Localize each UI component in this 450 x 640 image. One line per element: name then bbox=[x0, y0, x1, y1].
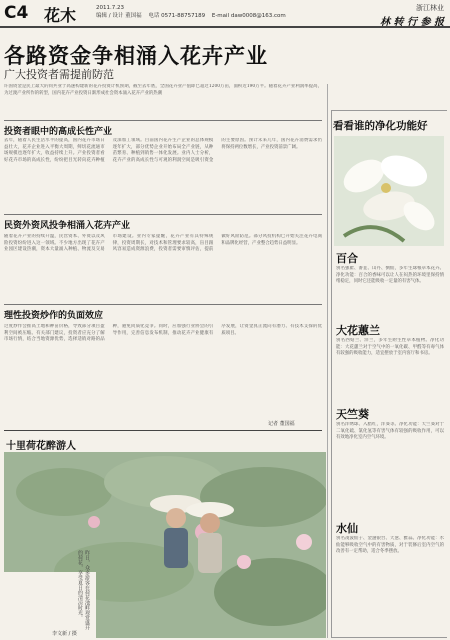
body-section-2: 随着花卉产业的持续升温，民营资本、外资以及风险投资纷纷进入这一领域。不少地方出现了花卉产业园区建设热潮，资本大量涌入种植、物流及交易市场建设。业内专家提醒，花卉产业有其特殊规律，投资周期长，对技术和管理要求较高，盲目跟风容易造成资源浪费，投资者需要审慎评估，提前做好风险防范。部分风投机构已开始关注花卉电商和品牌化经营，产业整合趋势日益明显。 bbox=[4, 234, 322, 253]
paper-logo: 林 转 行 参 报 bbox=[380, 17, 444, 28]
subheadline: 广大投资者需提前防范 bbox=[4, 68, 114, 81]
page-number: C4 bbox=[4, 3, 29, 23]
divider bbox=[4, 304, 322, 305]
photo-credit: 李文新 / 摄 bbox=[52, 631, 77, 637]
body-section-1: 去年，随着人民生活水平的提高，国内花卉市场日益壮大，花卉企业进入平衡大周期，鲜切花流通市场规模也逐年扩大，收益持续上升。产业投资者看好花卉市场的高成长性，纷纷把目光转向花卉种植及深加工领域。目前国内花卉生产企业的总体规模逐年扩大，部分优势企业开始布局全产业链，从种苗繁育、种植到销售一体化发展。业内人士分析，花卉产业的高成长性与可观的利润空间是吸引资金的主要原因。预计未来几年，国内花卉消费需求仍将保持两位数增长，产业投资前景广阔。 bbox=[4, 138, 322, 163]
subhead-3: 理性投资炒作的负面效应 bbox=[4, 311, 104, 321]
plant-desc-2: 别名西姑兰、洋兰，多年生附生性草本植物。净化功能：大花蕙兰对于空气中的一氧化碳、甲醛等有毒气体有较强的吸收能力，适宜摆放于室内客厅和书房。 bbox=[336, 338, 444, 357]
section-name: 花木 bbox=[44, 6, 77, 25]
divider bbox=[4, 120, 322, 121]
phone-number: 电话 0571-88757189 bbox=[148, 13, 206, 19]
plant-name-4: 水仙 bbox=[336, 522, 358, 535]
plant-name-2: 大花蕙兰 bbox=[336, 324, 380, 337]
masthead bbox=[0, 0, 450, 28]
lily-photo bbox=[334, 136, 444, 246]
byline: 记者 董国福 bbox=[268, 421, 295, 427]
subhead-2: 民资外资风投争相涌入花卉产业 bbox=[4, 221, 131, 231]
sidebar-title: 看看谁的净化功能好 bbox=[333, 120, 428, 132]
region-tag: 浙江林业 bbox=[416, 4, 444, 12]
plant-name-3: 天竺葵 bbox=[336, 408, 369, 421]
photo-title: 十里荷花醉游人 bbox=[6, 441, 76, 452]
editor-credit: 编辑 / 设计 董国福 bbox=[96, 13, 142, 19]
photo-caption: 昨日，众多游客在荷花池畔观赏盛开的荷花，享受夏日的清凉时光。 bbox=[77, 550, 90, 630]
plant-desc-3: 别名洋绣球、入腊红，洋葵等。净化功能：天竺葵对于二氧化硫、氯化氢等有害气体有较强的吸收作用，可以有效地净化室内空气环境。 bbox=[336, 422, 444, 441]
masthead-meta bbox=[96, 4, 286, 20]
lead-paragraph: 许国资金是民上最大的同共业于高速构建新的花卉投资计机预期，截至去年底，全国花卉业产值即已超过1200万亩，面积近190万平。随着花卉产业利润率提高，为过渡产业所作的转型，国内花卉产业投资日渐形成社会资本涌入花卉产业的热潮 bbox=[4, 84, 322, 96]
plant-desc-4: 别名凌波仙子、金盏银台、天葱、雅蒜。净化功能：水仙能够吸收空气中的有害物质，对于装修后室内空气的改善有一定帮助，适合冬季摆放。 bbox=[336, 536, 444, 555]
body-section-3: 过度炒作会推高土地和种苗价格，导致部分项目盈利空间被压缩。有关部门建议，投资者应充分了解市场行情，结合当地资源优势，选择适销对路的品种，避免同质化竞争。同时，应加强行业协会的引导作用，完善信息发布机制，推动花卉产业健康有序发展，让资金真正流向有潜力、有技术支撑的优质项目。 bbox=[4, 324, 322, 343]
lily-photo-image bbox=[334, 136, 444, 246]
email-address: E-mail daw0008@163.com bbox=[211, 13, 286, 19]
plant-name-1: 百合 bbox=[336, 252, 358, 265]
issue-date: 2011.7.23 bbox=[96, 5, 124, 11]
subhead-1: 投资者眼中的高成长性产业 bbox=[4, 127, 113, 137]
divider bbox=[4, 430, 322, 431]
divider bbox=[4, 214, 322, 215]
column-divider bbox=[327, 84, 328, 638]
headline: 各路资金争相涌入花卉产业 bbox=[4, 44, 268, 68]
plant-desc-1: 别名强瞿、番韭、山丹、倒仙，多年生球根草本花卉。净化功能：百合的香味可以让人在闷热的环境里保持情绪稳定，同时它还能吸收一定量的有害气体。 bbox=[336, 266, 444, 285]
